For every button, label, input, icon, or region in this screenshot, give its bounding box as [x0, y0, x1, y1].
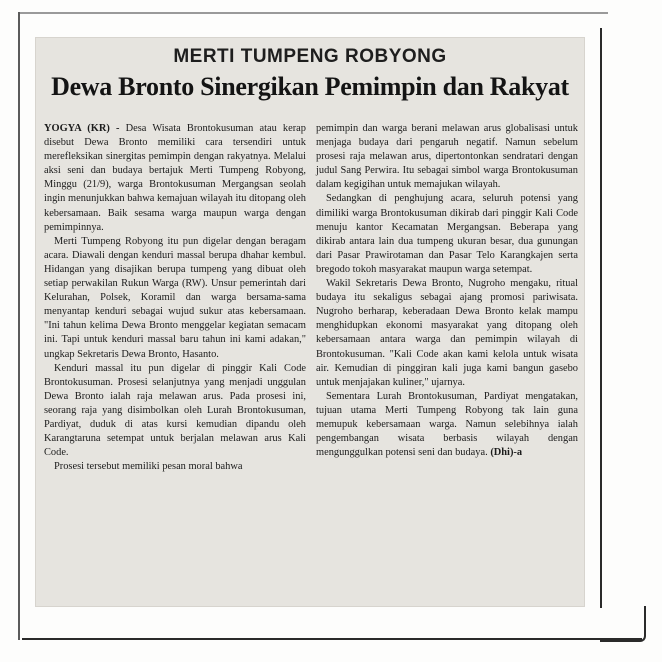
article-dateline: YOGYA (KR) - — [44, 123, 120, 134]
article-paragraph-text: Sementara Lurah Brontokusuman, Pardiyat mengatakan, tujuan utama Merti Tumpeng Robyong tak lain guna memupuk kebersamaan warga. Namun selebihnya ialah pengembangan wisata berbasis wilayah dengan mengunggulkan potensi seni dan budaya. — [316, 390, 578, 459]
newspaper-clipping — [36, 38, 584, 606]
scan-frame-corner — [600, 606, 646, 642]
article-byline: (Dhi)-a — [490, 447, 523, 459]
article-paragraph: Kenduri massal itu pun digelar di pinggir Kali Code Brontokusuman. Prosesi selanjutnya yang menjadi unggulan Dewa Bronto ialah raja melawan arus. Pada prosesi ini, seorang raja yang disimbolkan oleh Lurah Brontokusuman, Pardiyat, duduk di atas kursi kemudian dipandu oleh Karangtaruna setempat untuk berjalan melawan arus Kali Code. — [44, 362, 306, 459]
article-paragraph: Merti Tumpeng Robyong itu pun digelar dengan beragam acara. Diawali dengan kenduri massal berupa dhahar kembul. Hidangan yang disajikan berupa tumpeng yang dibuat oleh setiap perwakilan Rukun Warga (RW). Unsur pemerintah dari Kelurahan, Polsek, Koramil dan warga bersama-sama menyantap kenduri sebagai wujud sukur atas kebersamaan. "Ini tahun kelima Dewa Bronto menggelar kegiatan semacam ini. Tapi untuk kenduri massal baru tahun ini kami adakan," ungkap Sekretaris Dewa Bronto, Hasanto. — [44, 235, 306, 360]
article-paragraph-text: Desa Wisata Brontokusuman atau kerap disebut Dewa Bronto memiliki cara tersendiri untuk merefleksikan sinergitas pemimpin dengan rakyatnya. Melalui aksi seni dan budaya bertajuk Merti Tumpeng Robyong, Minggu (21/9), warga Brontokusuman Mergangsan seolah ingin menunjukkan bahwa kemajuan wilayah itu ditopang oleh kebersamaan. Baik sesama warga maupun warga dengan pemimpinnya. — [44, 123, 306, 233]
scan-frame-right-line — [600, 28, 602, 608]
article-headline: Dewa Bronto Sinergikan Pemimpin dan Rakyat — [51, 72, 569, 101]
article-kicker: MERTI TUMPENG ROBYONG — [173, 46, 447, 67]
article-paragraph — [316, 390, 578, 460]
article-paragraph — [44, 122, 306, 235]
article-column-right — [316, 122, 578, 460]
article-paragraph: Wakil Sekretaris Dewa Bronto, Nugroho mengaku, ritual budaya itu sekaligus sebagai ajang promosi pariwisata. Nugroho berharap, keberadaan Dewa Bronto kelak mampu menghidupkan ekonomi masyarakat yang ditopang oleh kebersamaan antara warga dan pemimpin wilayah di Brontokusuman. "Kali Code akan kami kelola untuk wisata air. Kemudian di pinggiran kali juga kami bangun gasebo untuk menjajakan kuliner," ujarnya. — [316, 278, 578, 388]
article-column-left — [44, 122, 306, 474]
scan-frame-top-line — [18, 12, 608, 14]
scan-frame-left-line — [18, 12, 20, 640]
article-paragraph: pemimpin dan warga berani melawan arus globalisasi untuk menjaga budaya dari pengaruh negatif. Namun sebelum prosesi raja melawan arus, dipertontonkan sendratari dengan judul Sang Perwira. Itu sebagai simbol warga Brontokusuman dalam kegigihan untuk memajukan wilayah. — [316, 123, 578, 191]
scan-frame-bottom-line — [22, 638, 642, 640]
article-paragraph: Prosesi tersebut memiliki pesan moral bahwa — [54, 461, 243, 473]
article-paragraph: Sedangkan di penghujung acara, seluruh potensi yang dimiliki warga Brontokusuman dikirab dari pinggir Kali Code menuju kantor Kecamatan Mergangsan. Beberapa yang dikirab antara lain dua tumpeng ukuran besar, dua gunungan dari Pasar Prawirotaman dan Pasar Telo Karangkajen serta bregodo tokoh masyarakat maupun warga setempat. — [316, 193, 578, 275]
